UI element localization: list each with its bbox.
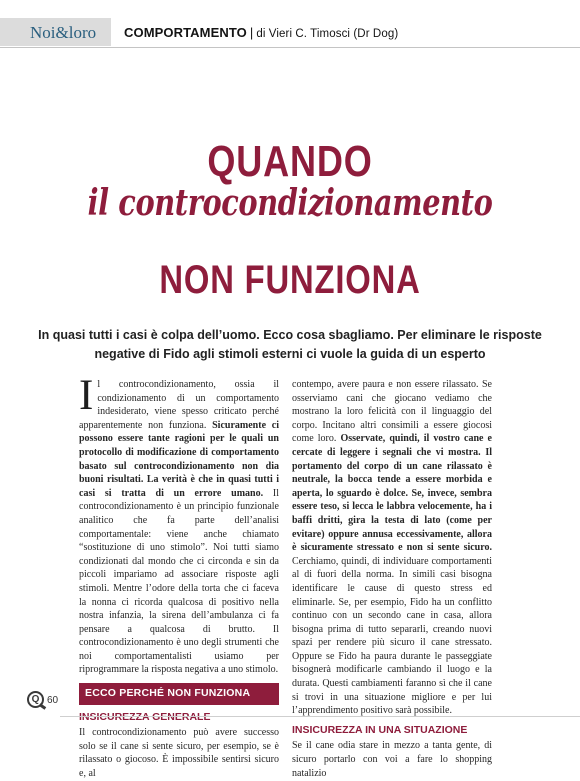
page-number: 60 [47, 695, 59, 706]
section-band: ECCO PERCHÉ NON FUNZIONA [79, 683, 279, 705]
intro-text-a: l controcondizionamento, ossia il condizionamento di un comportamento indesiderato, viene spesso criticato perché apparentemente non funziona. [79, 379, 279, 431]
continued-paragraph [292, 378, 492, 718]
section-tab-label: Noi&loro [30, 23, 97, 42]
kicker [124, 25, 398, 40]
subhead-general [79, 711, 279, 725]
subhead-situation: INSICUREZZA IN UNA SITUAZIONE [292, 723, 468, 736]
drop-cap: I [79, 372, 94, 419]
continued-text-a: contempo, avere paura e non essere rilassato. Se osserviamo cani che giocano vediamo che mostrano la loro felicità con il linguaggio del corpo. Incitano altri consimili a essere giocosi come loro. [292, 379, 492, 445]
author-byline: di Vieri C. Timosci (Dr Dog) [256, 28, 399, 40]
intro-text-b: Il controcondizionamento è un principio funzionale analitico che fa parte dell’analisi comportamentale: viene anche chiamato “sostituzione di uno stimolo”. Noi tutti siamo condizionati dal mondo che ci circonda e sin da piccoli impariamo ad associare risposte agli stimoli. Mentre l’odore della torta che ci faceva la nonna ci ricorda qualcosa di positivo nella nostra infanzia, la sirena dell’ambulanza ci fa pensare a qualcosa di brutto. Il controcondizionamento è uno degli strumenti che noi comportamentalisti usiamo per riprogrammare la risposta negativa a uno stimolo. [79, 487, 279, 676]
section-name: COMPORTAMENTO [124, 25, 247, 40]
running-header [0, 18, 580, 48]
continued-text-bold: Osservate, quindi, il vostro cane e cercate di leggere i segnali che vi mostra. Il portamento del corpo di un cane rilassato è neutrale, la bocca tende a essere morbida e aperta, lo sguardo è dolce. Se, invece, sembra essere teso, si lecca le labbra velocemente, ha i baffi dritti, gira la testa di lato (come per evitare) oppure annusa eccessivamente, allora è sicuramente stressato e non si sente sicuro. [292, 433, 492, 554]
footer-rule [60, 716, 580, 717]
article-column-2 [292, 378, 492, 780]
section-tab [0, 18, 111, 46]
continued-text-b: Cerchiamo, quindi, di individuare comportamenti al di fuori della norma. In simili casi bisogna identificare le cause di questo stress ed eliminarle. Se, per esempio, Fido ha un conflitto continuo con un secondo cane in casa, allora bisogna prima di tutto separarli, creando nuovi spazi per rendere più sicuro il cane stressato. Oppure se Fido ha paura durante le passeggiate bisognerà modificarle cambiando il luogo e la durata. Questi cambiamenti faranno sì che il cane si trovi in una situazione migliore e per lui l’apprendimento positivo sarà possibile. [292, 555, 492, 717]
magazine-logo-icon: Q [27, 691, 44, 708]
title-line-2: il controcondizionamento [87, 182, 493, 224]
paragraph-situation: Se il cane odia stare in mezzo a tanta gente, di sicuro portarlo con voi a fare lo shopping natalizio [292, 740, 492, 779]
header-rule [0, 47, 580, 48]
article-column-1 [79, 372, 279, 781]
intro-paragraph [79, 372, 279, 677]
article-subtitle: In quasi tutti i casi è colpa dell’uomo. Ecco cosa sbagliamo. Per eliminare le risposte negative di Fido agli stimoli esterni ci vuole la guida di un esperto [38, 328, 542, 361]
title-line-1: QUANDO [207, 137, 373, 186]
title-line-3: NON FUNZIONA [159, 258, 421, 302]
kicker-separator: | [249, 25, 254, 40]
intro-text-bold: Sicuramente ci possono essere tante ragioni per le quali un protocollo di modificazione di comportamento basato sul controcondizionamento non dia buoni risultati. La verità è che in quasi tutti i casi si tratta di un errore umano. [79, 419, 279, 499]
paragraph-general: Il controcondizionamento può avere successo solo se il cane si sente sicuro, per esempio, se è rilassato o giocoso. È impossibile sentirsi sicuro e, al [79, 727, 279, 780]
